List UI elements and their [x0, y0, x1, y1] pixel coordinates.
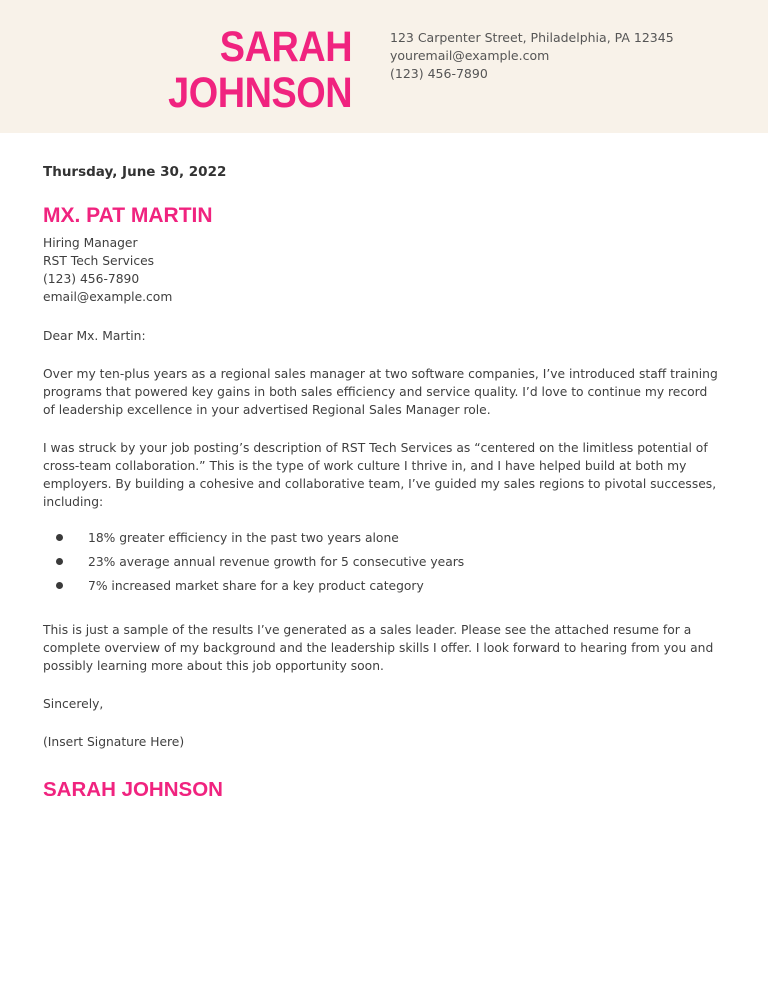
sender-address: 123 Carpenter Street, Philadelphia, PA 12345 — [390, 30, 674, 45]
sender-contact — [390, 29, 674, 83]
list-item-text: 18% greater efficiency in the past two years alone — [88, 531, 399, 545]
recipient-phone: (123) 456-7890 — [43, 272, 140, 286]
list-item-text: 23% average annual revenue growth for 5 consecutive years — [88, 555, 465, 569]
recipient-name: MX. PAT MARTIN — [43, 204, 213, 227]
letter-date: Thursday, June 30, 2022 — [43, 164, 227, 180]
closing: Sincerely, — [43, 697, 104, 711]
sender-email: youremail@example.com — [390, 48, 550, 63]
bullet-icon — [56, 558, 63, 565]
sender-phone: (123) 456-7890 — [390, 66, 488, 81]
recipient-email: email@example.com — [43, 290, 173, 304]
sender-last-name: JOHNSON — [167, 69, 352, 117]
signature-placeholder: (Insert Signature Here) — [43, 735, 185, 749]
paragraph-culture: I was struck by your job posting’s description of RST Tech Services as “centered on the limitless potential of cross-team collaboration.” This is the type of work culture I thrive in, and I have helped build at both my employers. By building a cohesive and collaborative team, I’ve guided my sales regions to pivotal successes, including: — [43, 441, 717, 509]
paragraph-intro: Over my ten-plus years as a regional sales manager at two software companies, I’ve introduced staff training programs that powered key gains in both sales efficiency and service quality. I’d love to continue my record of leadership excellence in your advertised Regional Sales Manager role. — [43, 367, 718, 417]
letterhead — [0, 0, 768, 133]
signer-name: SARAH JOHNSON — [43, 778, 223, 801]
bullet-icon — [56, 534, 63, 541]
recipient-company: RST Tech Services — [43, 254, 155, 268]
recipient-title: Hiring Manager — [43, 236, 138, 250]
list-item-text: 7% increased market share for a key product category — [88, 579, 424, 593]
list-item — [43, 577, 723, 601]
list-item — [43, 529, 723, 553]
bullet-icon — [56, 582, 63, 589]
list-item — [43, 553, 723, 577]
paragraph-closing: This is just a sample of the results I’ve generated as a sales leader. Please see the attached resume for a complete overview of my background and the leadership skills I offer. I look forward to hearing from you and possibly learning more about this job opportunity soon. — [43, 623, 714, 673]
sender-name — [168, 24, 352, 116]
letter-body — [43, 163, 723, 802]
achievements-list — [43, 529, 723, 601]
recipient-address — [43, 234, 723, 306]
salutation: Dear Mx. Martin: — [43, 329, 146, 343]
sender-first-name: SARAH — [219, 23, 352, 71]
